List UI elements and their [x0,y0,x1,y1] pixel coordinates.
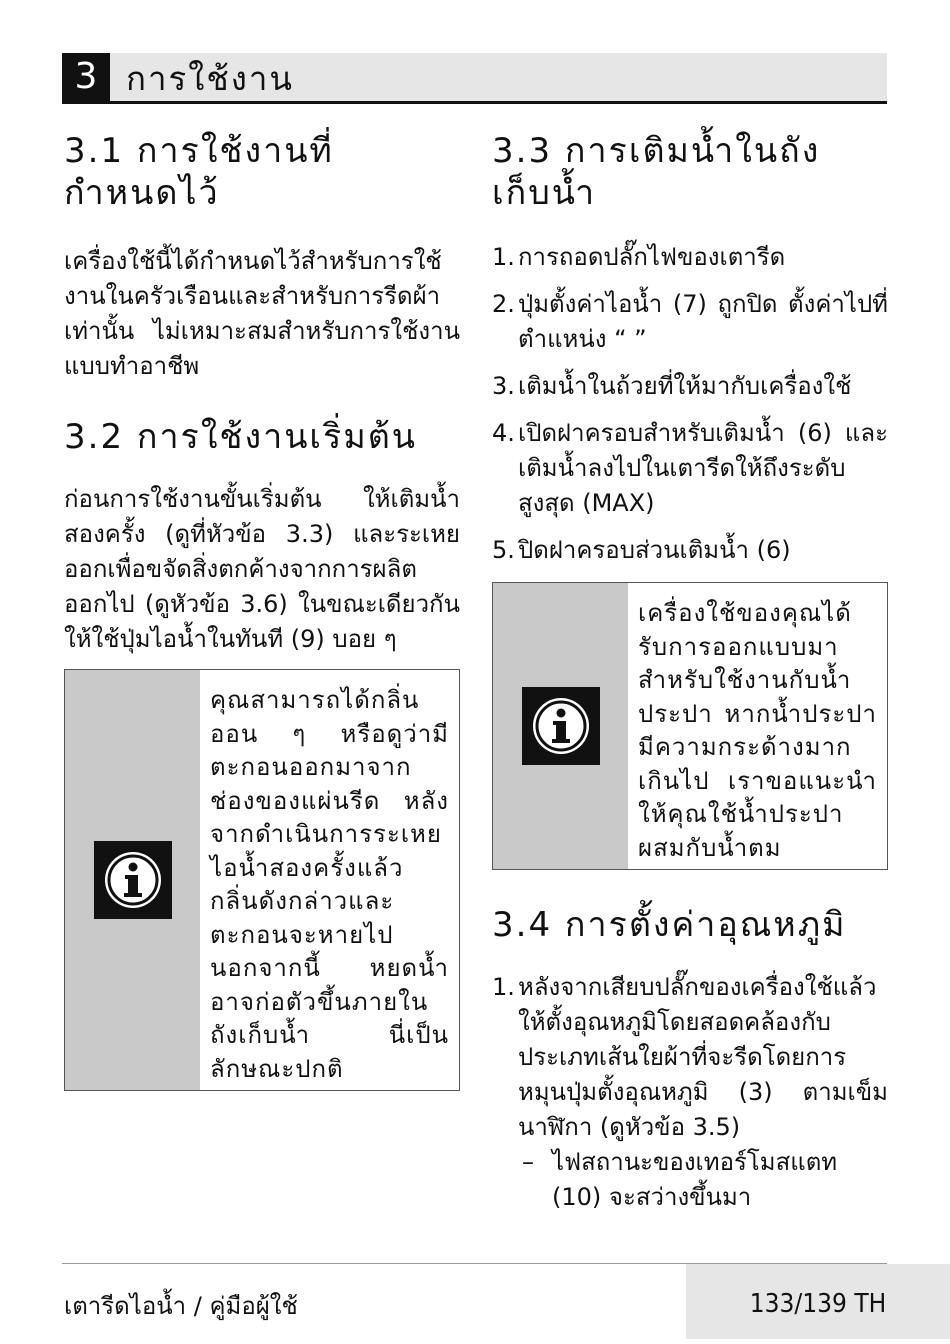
page-number: 133/139 TH [686,1264,950,1339]
section-3-1-title: 3.1 การใช้งานที่กำหนดไว้ [64,131,334,213]
note-side-panel [65,670,200,1090]
info-icon [94,841,172,919]
footer-title: เตารีดไอน้ำ / คู่มือผู้ใช้ [64,1292,298,1320]
list-item: 4. เปิดฝาครอบสำหรับเติมน้ำ (6) และเติมน้ำลงไปในเตารีดให้ถึงระดับสูงสุด (MAX) [492,419,888,517]
note-side-panel [493,583,628,869]
note-text: คุณสามารถได้กลิ่นออน ๆ หรือดูว่ามีตะกอนออกมาจากช่องของแผ่นรีด หลังจากดำเนินการระเหยไอน้ำสองครั้งแล้ว กลิ่นดังกล่าวและตะกอนจะหายไป นอกจากนี้ หยดน้ำอาจก่อตัวขึ้นภายในถังเก็บน้ำ นี่เป็นลักษณะปกติ [210,686,449,1083]
chapter-title: การใช้งาน [126,59,294,98]
section-3-2-body: ก่อนการใช้งานขั้นเริ่มต้น ให้เติมน้ำสองครั้ง (ดูที่หัวข้อ 3.3) และระเหยออกเพื่อขจัดสิ่งตกค้างจากการผลิตออกไป (ดูหัวข้อ 3.6) ในขณะเดียวกัน ให้ใช้ปุ่มไอน้ำในทันที (9) บอย ๆ [64,485,460,653]
chapter-header [62,53,887,104]
chapter-number: 3 [62,53,110,101]
info-icon [522,687,600,765]
list-item: 3. เติมน้ำในถ้วยที่ให้มากับเครื่องใช้ [492,372,852,400]
list-item: 2. ปุ่มตั้งค่าไอน้ำ (7) ถูกปิด ตั้งค่าไปที่ตำแหน่ง “ ” [492,290,888,353]
section-3-4-title: 3.4 การตั้งค่าอุณหภูมิ [492,905,847,945]
list-item: 5. ปิดฝาครอบส่วนเติมน้ำ (6) [492,536,791,564]
left-column [64,130,460,1091]
info-note-left [64,669,460,1091]
info-note-right [492,582,888,870]
section-3-3-title: 3.3 การเติมน้ำในถังเก็บน้ำ [492,131,821,213]
section-3-1-body: เครื่องใช้นี้ได้กำหนดไว้สำหรับการใช้งานในครัวเรือนและสำหรับการรีดผ้าเท่านั้น ไม่เหมาะสมสำหรับการใช้งานแบบทำอาชีพ [64,247,460,380]
section-3-4-steps [492,970,888,1145]
sub-list-item: – ไฟสถานะของเทอร์โมสแตท (10) จะสว่างขึ้นมา [522,1148,838,1211]
section-3-2-title: 3.2 การใช้งานเริ่มต้น [64,417,418,457]
list-item: 1. หลังจากเสียบปลั๊กของเครื่องใช้แล้ว ให้ตั้งอุณหภูมิโดยสอดคล้องกับประเภทเส้นใยผ้าที่จะรีดโดยการหมุนปุ่มตั้งอุณหภูมิ (3) ตามเข็มนาฬิกา (ดูหัวข้อ 3.5) [492,973,888,1141]
right-column [492,130,888,1215]
list-item: 1. การถอดปลั๊กไฟของเตารีด [492,243,786,271]
note-text: เครื่องใช้ของคุณได้รับการออกแบบมาสำหรับใช้งานกับน้ำประปา หากน้ำประปามีความกระด้างมากเกินไป เราขอแนะนำให้คุณใช้น้ำประปาผสมกับน้ำตม [638,599,877,862]
section-3-3-steps [492,240,888,568]
